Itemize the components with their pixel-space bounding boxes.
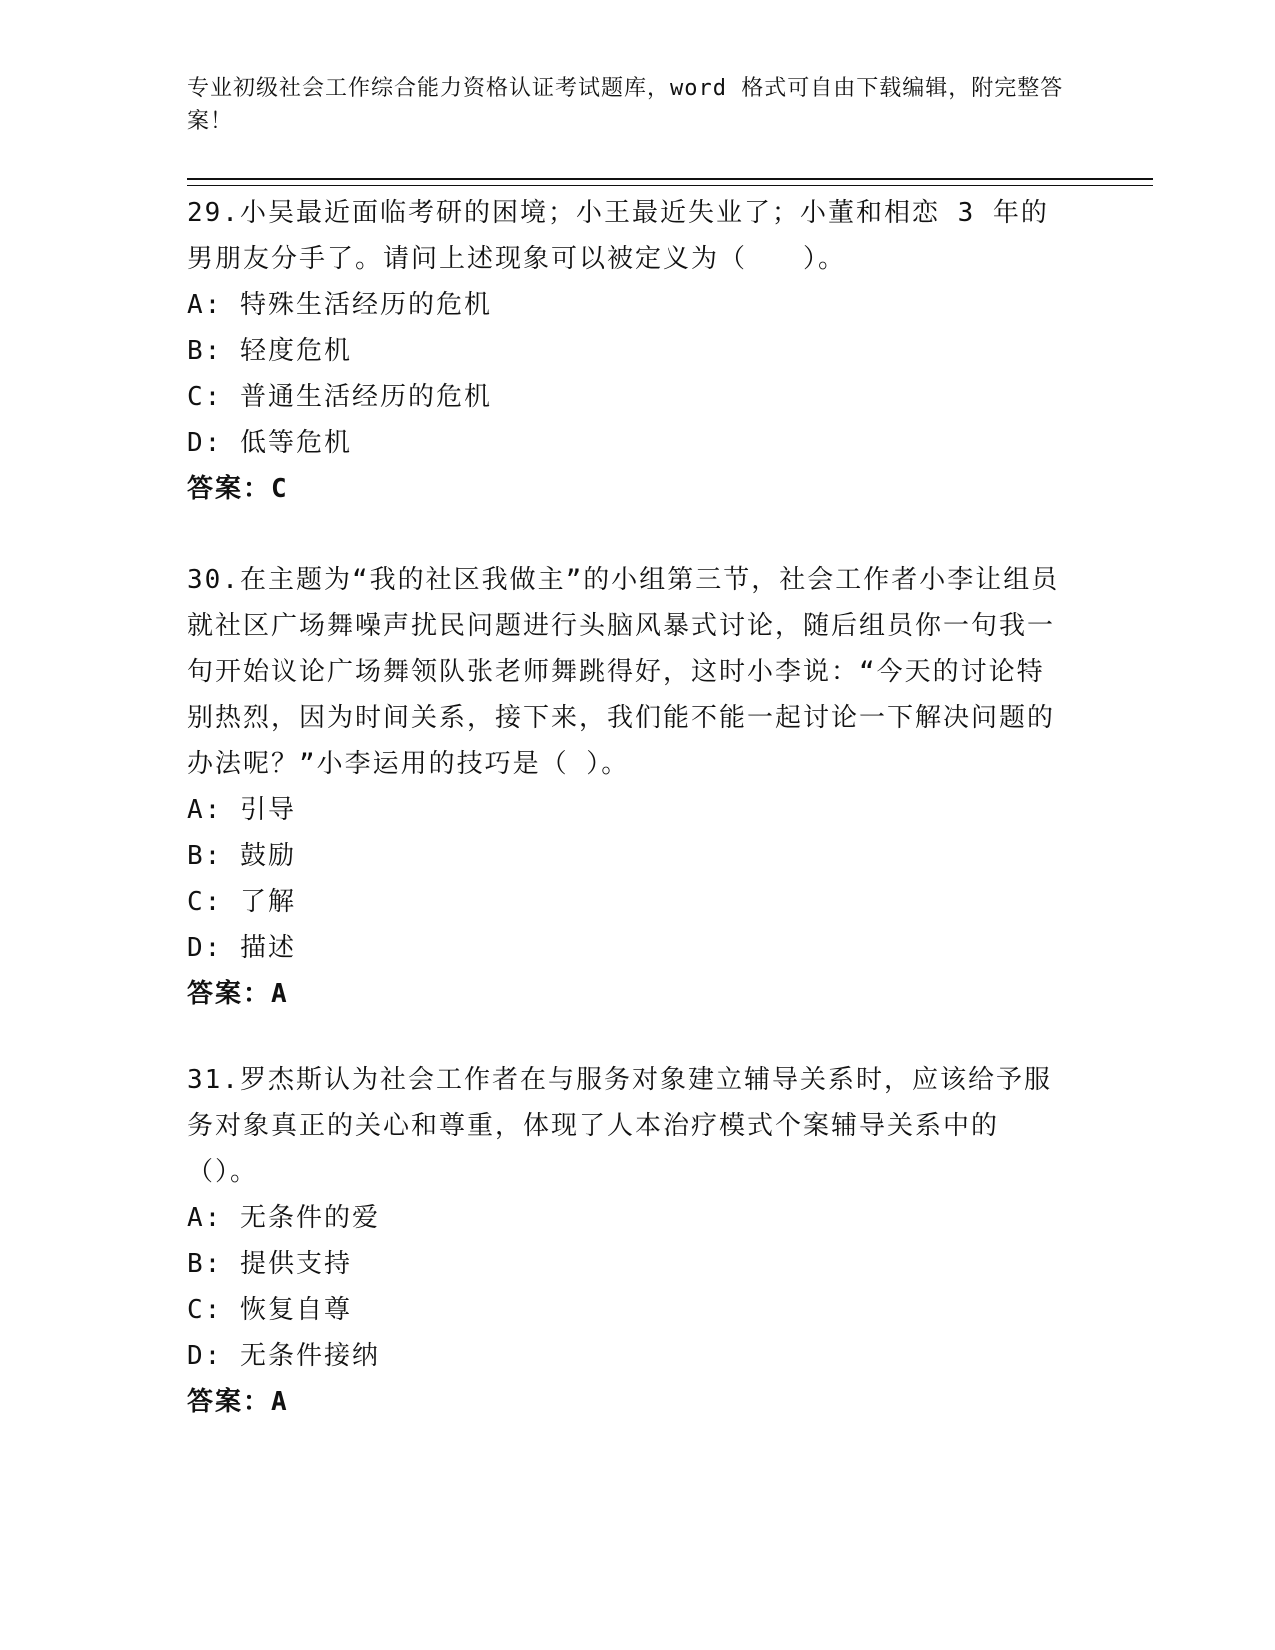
answer-value: C <box>271 474 289 504</box>
question-stem: 30.在主题为“我的社区我做主”的小组第三节，社会工作者小李让组员就社区广场舞噪声扰民问题进行头脑风暴式讨论，随后组员你一句我一句开始议论广场舞领队张老师舞跳得好，这时小李说：“今天的讨论特别热烈，因为时间关系，接下来，我们能不能一起讨论一下解决问题的办法呢？”小李运用的技巧是（ ）。 <box>187 565 1060 779</box>
answer-value: A <box>271 1387 289 1417</box>
question-stem: 29.小吴最近面临考研的困境；小王最近失业了；小董和相恋 3 年的男朋友分手了。请问上述现象可以被定义为（ ）。 <box>187 198 1049 274</box>
option-c: C: 普通生活经历的危机 <box>187 382 492 412</box>
answer-label: 答案： <box>187 474 272 504</box>
option-d: D: 无条件接纳 <box>187 1341 380 1371</box>
answer-label: 答案： <box>187 979 272 1009</box>
answer-value: A <box>271 979 289 1009</box>
answer-line <box>187 1379 1067 1425</box>
option-b: B: 轻度危机 <box>187 336 352 366</box>
option-d: D: 描述 <box>187 933 296 963</box>
option-a: A: 无条件的爱 <box>187 1203 380 1233</box>
question-29 <box>187 188 1067 512</box>
option-b: B: 鼓励 <box>187 841 296 871</box>
question-stem: 31.罗杰斯认为社会工作者在与服务对象建立辅导关系时，应该给予服务对象真正的关心和尊重，体现了人本治疗模式个案辅导关系中的（）。 <box>187 1065 1052 1187</box>
option-c: C: 恢复自尊 <box>187 1295 352 1325</box>
option-c: C: 了解 <box>187 887 296 917</box>
page-header: 专业初级社会工作综合能力资格认证考试题库，word 格式可自由下载编辑，附完整答案！ <box>187 76 1064 134</box>
answer-line <box>187 466 1067 512</box>
question-31 <box>187 1055 1067 1425</box>
option-b: B: 提供支持 <box>187 1249 352 1279</box>
question-30 <box>187 555 1067 1017</box>
option-a: A: 引导 <box>187 795 296 825</box>
option-a: A: 特殊生活经历的危机 <box>187 290 492 320</box>
header-divider <box>187 178 1153 186</box>
answer-line <box>187 971 1067 1017</box>
answer-label: 答案： <box>187 1387 272 1417</box>
option-d: D: 低等危机 <box>187 428 352 458</box>
